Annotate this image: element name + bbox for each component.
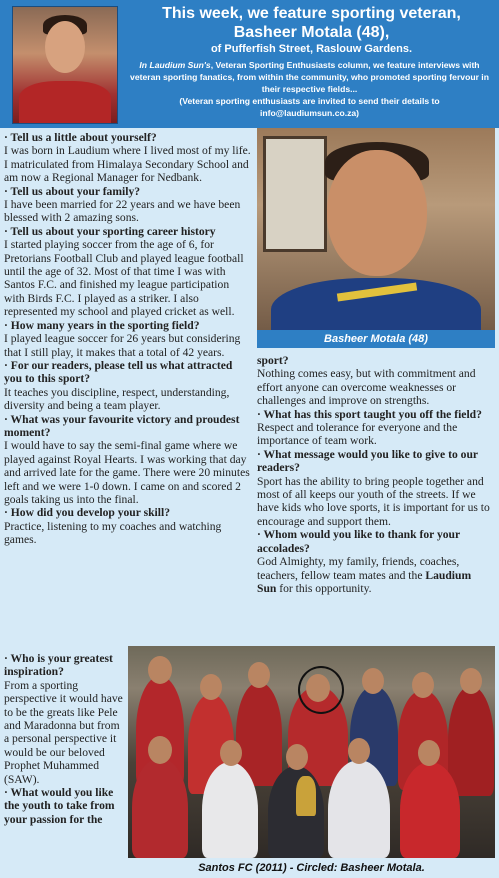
question: · Whom would you like to thank for your accolades? (257, 528, 460, 555)
answer: I was born in Laudium where I lived most of my life. I matriculated from Himalaya Secondary School and am now a Regional Manager for Nedbank. (4, 144, 251, 185)
highlight-circle (298, 666, 344, 714)
bottom-left-column (4, 652, 126, 826)
column-intro (130, 59, 489, 119)
answer: I have been married for 22 years and we have been blessed with 2 amazing sons. (4, 198, 241, 225)
question: · What has this sport taught you off the field? (257, 407, 482, 421)
question: · What was your favourite victory and proudest moment? (4, 412, 240, 439)
publication-name-bold: Laudium Sun (257, 568, 472, 595)
answer: Practice, listening to my coaches and watching games. (4, 519, 222, 547)
article-header (0, 0, 499, 128)
publication-name: In Laudium Sun's (139, 60, 211, 70)
qa-item (257, 448, 493, 528)
qa-item (4, 319, 252, 359)
trophy-icon (296, 776, 316, 816)
portrait-photo (257, 128, 495, 348)
answer: I would have to say the semi-final game where we played against Royal Hearts. I was working that day and arrived late for the game. There were 20 minutes left and we were 1-0 down. I came on and scored 2 goals taking us into the final. (4, 439, 250, 506)
qa-item (4, 506, 252, 546)
answer: I started playing soccer from the age of 6, for Pretorians Football Club and played league football until the age of 32. Most of that time I was with Santos F.C. and finished my league participation with Birds F.C. I played as a striker. I also represented my school and played cricket as well. (4, 238, 244, 319)
question: · How did you develop your skill? (4, 506, 171, 520)
answer-text: God Almighty, my family, friends, coaches, teachers, fellow team mates and the (257, 555, 460, 582)
qa-item (4, 652, 126, 786)
answer: From a sporting perspective it would have to be the greats like Pele and Maradonna but from a personal perspective it would be our beloved Prophet Muhammed (SAW). (4, 678, 123, 786)
question: · What message would you like to give to our readers? (257, 447, 478, 475)
headline-line2: Basheer Motala (48), (233, 24, 390, 41)
question: · Who is your greatest inspiration? (4, 652, 113, 679)
portrait-photo-small (12, 6, 118, 124)
question: · For our readers, please tell us what attracted you to this sport? (4, 358, 233, 386)
team-photo (128, 646, 495, 858)
portrait-caption: Basheer Motala (48) (257, 330, 495, 348)
qa-item (257, 528, 493, 595)
answer: Respect and tolerance for everyone and the importance of team work. (257, 421, 458, 448)
question: · Tell us about your family? (4, 184, 141, 198)
answer: I played league soccer for 26 years but considering that I still play, it makes that a total of 42 years. (4, 332, 241, 359)
team-caption: Santos FC (2011) - Circled: Basheer Motala. (198, 862, 425, 874)
qa-item (257, 408, 493, 448)
qa-item (4, 185, 252, 225)
qa-item (4, 225, 252, 319)
left-column (4, 131, 252, 547)
qa-item (4, 131, 252, 185)
intro-text: , Veteran Sporting Enthusiasts column, we feature interviews with veteran sporting fanatics, from within the community, who promoted sporting fervour in their respective fields... (130, 60, 489, 94)
qa-item (4, 413, 252, 507)
qa-item (4, 786, 126, 826)
answer (257, 555, 493, 595)
intro-note: (Veteran sporting enthusiasts are invited to send their details to info@laudiumsun.co.za) (179, 96, 440, 118)
right-column (257, 354, 493, 595)
question: · What would you like the youth to take from your passion for the (4, 786, 115, 826)
question: · How many years in the sporting field? (4, 318, 200, 332)
answer: It teaches you discipline, respect, understanding, diversity and being a team player. (4, 385, 230, 413)
qa-item (4, 359, 252, 413)
address-subtitle: of Pufferfish Street, Raslouw Gardens. (210, 43, 413, 55)
question: sport? (257, 354, 289, 367)
answer: Sport has the ability to bring people together and most of all keeps our youth of the streets. If we have kids who love sports, it is important for us to encourage and support them. (257, 474, 490, 528)
qa-item (257, 354, 493, 408)
headline-line1: This week, we feature sporting veteran, (162, 5, 461, 22)
answer-end: for this opportunity. (276, 581, 372, 595)
question: · Tell us a little about yourself? (4, 131, 157, 144)
question: · Tell us about your sporting career history (4, 224, 216, 238)
answer: Nothing comes easy, but with commitment and effort anyone can overcome weaknesses or challenges and improve on strengths. (257, 367, 476, 408)
headline (130, 4, 493, 42)
